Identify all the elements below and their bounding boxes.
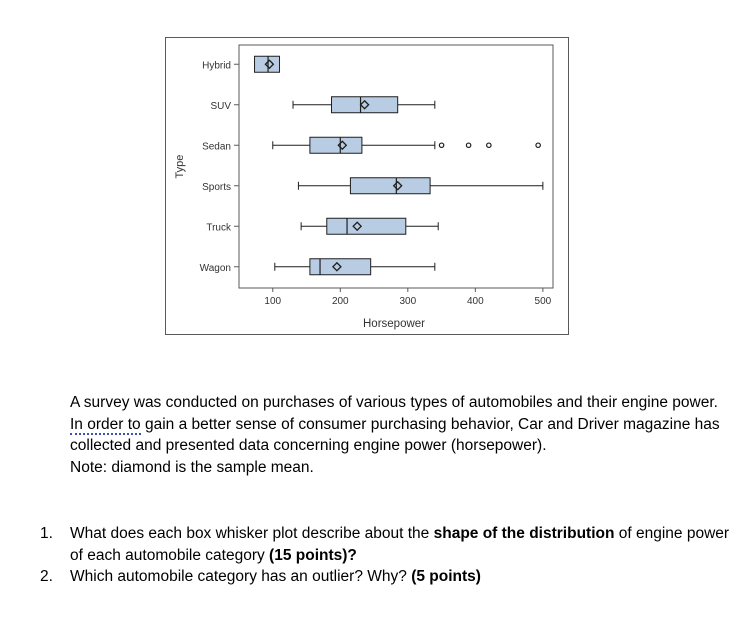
question-list <box>40 523 730 588</box>
box-iqr <box>255 56 280 72</box>
outlier-point <box>536 143 540 147</box>
box-iqr <box>327 218 406 234</box>
q2-text-a: Which automobile category has an outlier? Why? <box>70 568 412 585</box>
x-tick-label: 400 <box>467 296 484 307</box>
y-tick-label: Hybrid <box>202 60 231 72</box>
y-tick-label: Sedan <box>202 141 231 153</box>
q1-points: (15 points)? <box>269 546 357 564</box>
q1-text-c: of engine power of each automobile category <box>70 525 730 564</box>
x-tick-label: 300 <box>399 296 417 307</box>
outlier-point <box>487 143 491 147</box>
q1-text-a: What does each box whisker plot describe about the <box>70 525 434 542</box>
survey-paragraph <box>70 392 730 457</box>
y-tick-label: Truck <box>206 222 231 234</box>
question-1-number: 1. <box>40 525 53 542</box>
box-iqr <box>332 97 398 113</box>
q2-points: (5 points) <box>411 568 481 585</box>
box-iqr <box>350 178 430 194</box>
question-2-number: 2. <box>40 568 53 585</box>
box-iqr <box>310 137 362 153</box>
x-axis-title: Horsepower <box>363 318 425 330</box>
y-axis-title: Type <box>174 154 186 179</box>
survey-description <box>70 392 730 478</box>
x-tick-label: 200 <box>331 296 349 307</box>
in-order-to-phrase: In order to <box>70 415 141 433</box>
boxplot-chart <box>166 38 570 336</box>
question-1 <box>40 523 730 566</box>
question-2 <box>40 566 730 588</box>
chart-frame <box>165 37 569 335</box>
q1-text-b: shape of the distribution <box>433 525 615 542</box>
para-before: A survey was conducted on purchases of various types of automobiles and their engine power. <box>70 394 718 411</box>
y-tick-label: Sports <box>202 181 231 193</box>
y-tick-label: SUV <box>210 100 231 112</box>
plot-area <box>239 45 553 288</box>
x-tick-label: 100 <box>264 296 282 307</box>
note-line: Note: diamond is the sample mean. <box>70 458 314 476</box>
x-tick-label: 500 <box>534 296 552 307</box>
outlier-point <box>439 143 443 147</box>
y-tick-label: Wagon <box>199 262 231 274</box>
outlier-point <box>466 143 470 147</box>
para-after: gain a better sense of consumer purchasing behavior, Car and Driver magazine has collected and presented data concerning engine power (horsepower). <box>70 415 720 454</box>
